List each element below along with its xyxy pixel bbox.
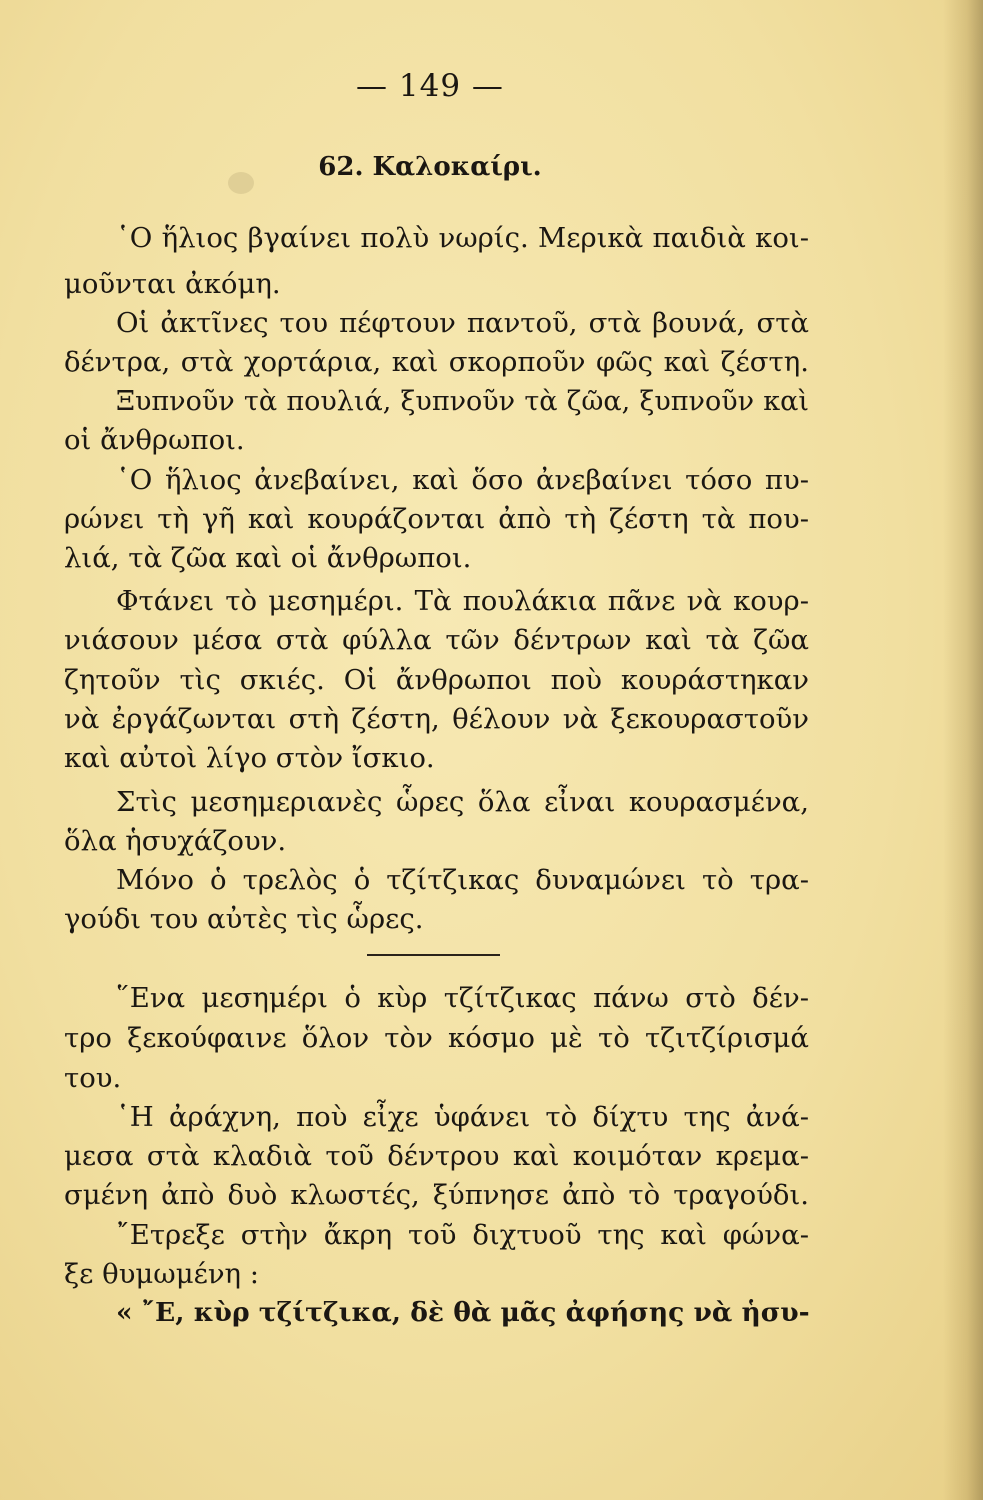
text-line: του. xyxy=(64,1062,122,1094)
text-line: σμένη ἀπὸ δυὸ κλωστές, ξύπνησε ἀπὸ τὸ τραγούδι. xyxy=(64,1179,809,1211)
text-line: καὶ αὐτοὶ λίγο στὸν ἴσκιο. xyxy=(64,742,435,774)
text-line: Φτάνει τὸ μεσημέρι. Τὰ πουλάκια πᾶνε νὰ κουρ- xyxy=(116,585,809,617)
text-line: νιάσουν μέσα στὰ φύλλα τῶν δέντρων καὶ τὰ ζῶα xyxy=(64,624,809,656)
text-line: Ξυπνοῦν τὰ πουλιά, ξυπνοῦν τὰ ζῶα, ξυπνοῦν καὶ xyxy=(116,386,809,417)
section-divider xyxy=(367,954,500,956)
text-line: μοῦνται ἀκόμη. xyxy=(64,268,281,300)
text-line: τρο ξεκούφαινε ὅλον τὸν κόσμο μὲ τὸ τζιτζίρισμά xyxy=(64,1022,809,1054)
chapter-title: 62. Καλοκαίρι. xyxy=(318,152,542,182)
page-gutter-shadow xyxy=(943,0,983,1500)
text-line: νὰ ἐργάζωνται στὴ ζέστη, θέλουν νὰ ξεκουραστοῦν xyxy=(64,703,809,735)
text-line: λιά, τὰ ζῶα καὶ οἱ ἄνθρωποι. xyxy=(64,542,472,574)
text-line: γούδι του αὐτὲς τὶς ὧρες. xyxy=(64,903,424,935)
page-number: — 149 — xyxy=(356,68,504,104)
text-line: οἱ ἄνθρωποι. xyxy=(64,424,245,456)
text-line: ῎Ετρεξε στὴν ἄκρη τοῦ διχτυοῦ της καὶ φώνα- xyxy=(116,1219,809,1251)
text-line: ῞Ενα μεσημέρι ὁ κὺρ τζίτζικας πάνω στὸ δέν- xyxy=(116,982,809,1014)
text-line: Μόνο ὁ τρελὸς ὁ τζίτζικας δυναμώνει τὸ τρα- xyxy=(116,864,809,896)
text-line: ὅλα ἡσυχάζουν. xyxy=(64,825,287,857)
text-line: ρώνει τὴ γῆ καὶ κουράζονται ἀπὸ τὴ ζέστη τὰ που- xyxy=(64,503,809,535)
text-line: Οἱ ἀκτῖνες του πέφτουν παντοῦ, στὰ βουνά, στὰ xyxy=(116,307,809,339)
text-line: δέντρα, στὰ χορτάρια, καὶ σκορποῦν φῶς καὶ ζέστη. xyxy=(64,346,809,378)
text-line: μεσα στὰ κλαδιὰ τοῦ δέντρου καὶ κοιμόταν κρεμα- xyxy=(64,1140,809,1172)
text-line: ῾Ο ἥλιος ἀνεβαίνει, καὶ ὅσο ἀνεβαίνει τόσο πυ- xyxy=(116,464,809,496)
text-line: ζητοῦν τὶς σκιές. Οἱ ἄνθρωποι ποὺ κουράστηκαν xyxy=(64,664,809,696)
text-line: ῾Η ἀράχνη, ποὺ εἶχε ὑφάνει τὸ δίχτυ της ἀνά- xyxy=(116,1101,809,1133)
text-line: ῾Ο ἥλιος βγαίνει πολὺ νωρίς. Μερικὰ παιδιὰ κοι- xyxy=(116,222,809,254)
text-line: ξε θυμωμένη : xyxy=(64,1258,260,1290)
text-line: Στὶς μεσημεριανὲς ὧρες ὅλα εἶναι κουρασμένα, xyxy=(116,786,809,818)
text-line: « ῎Ε, κὺρ τζίτζικα, δὲ θὰ μᾶς ἀφήσης νὰ ἡσυ- xyxy=(116,1297,810,1328)
